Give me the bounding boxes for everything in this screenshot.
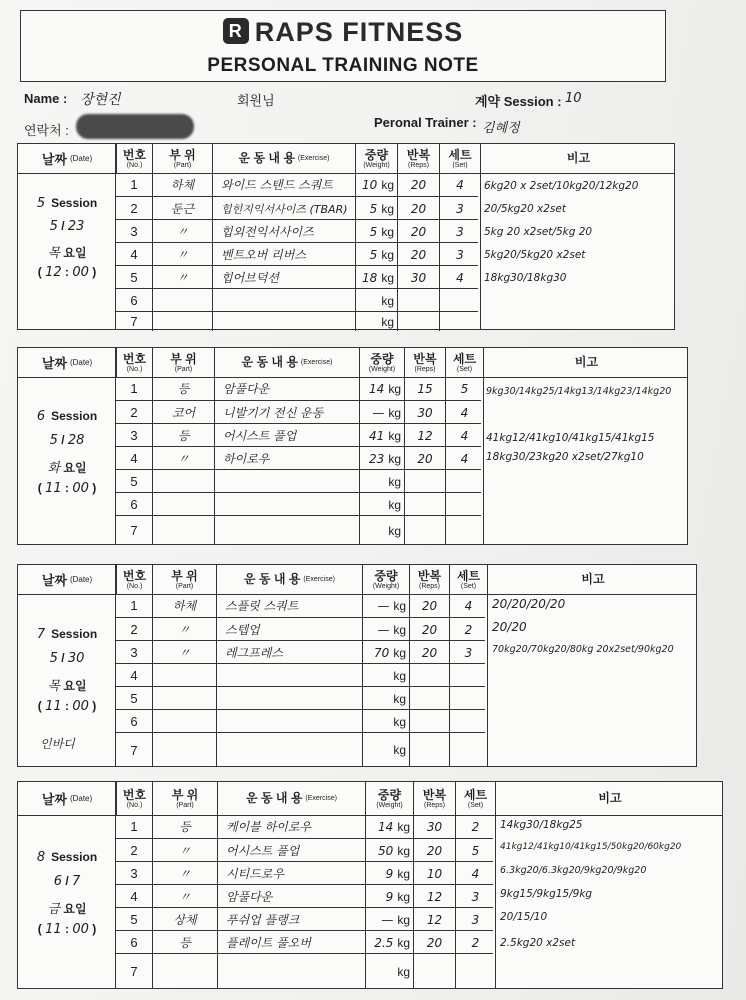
table-row: 1 하체 와이드 스탠드 스쿼트 10 kg 20 4 — [116, 173, 478, 196]
col-reps-header: 반복 (Reps) — [413, 782, 455, 816]
col-sets-header: 세트 (Set) — [445, 348, 483, 378]
table-row: 7 kg — [116, 515, 481, 544]
session-block — [17, 781, 723, 989]
col-part-header: 부 위 (Part) — [152, 348, 214, 378]
session-block — [17, 564, 697, 767]
memo-line: 6kg20 x 2set/10kg20/12kg20 — [484, 180, 639, 192]
memo-line: 70kg20/70kg20/80kg 20x2set/90kg20 — [492, 644, 674, 655]
session-weekday: 목 요일 — [47, 679, 87, 694]
session-weekday: 화 요일 — [47, 461, 87, 476]
session-number: 5 Session — [36, 196, 98, 211]
session-date: 5 / 28 — [49, 433, 85, 448]
col-weight-header: 중량 (Weight) — [359, 348, 404, 378]
col-weight-header: 중량 (Weight) — [362, 565, 409, 595]
session-number: 8 Session — [36, 850, 98, 865]
table-row: 2 둔근 힙힌지익서사이즈 (TBAR) 5 kg 20 3 — [116, 196, 478, 219]
table-row: 3 〃 시티드로우 9 kg 10 4 — [116, 861, 493, 884]
memo-line: 14kg30/18kg25 — [500, 819, 583, 831]
col-exercise-header: 운 동 내 용 (Exercise) — [214, 348, 359, 378]
col-no-header: 번호 (No.) — [116, 565, 152, 595]
table-row: 4 〃 하이로우 23 kg 20 4 — [116, 446, 481, 469]
session-time: ( 11 : 00 ) — [37, 699, 97, 714]
date-header: 날짜 (Date) — [18, 782, 116, 816]
memo-line: 9kg30/14kg25/14kg13/14kg23/14kg20 — [486, 386, 672, 397]
session-block — [17, 347, 688, 545]
member-suffix: 회원님 — [237, 93, 275, 108]
trainer-label: Peronal Trainer : — [374, 115, 477, 130]
session-note: 인바디 — [40, 737, 75, 751]
memo-line: 20/20 — [492, 620, 527, 634]
memo-line: 5kg 20 x2set/5kg 20 — [484, 226, 593, 238]
contract-label: 계약 Session : — [475, 94, 562, 109]
col-sets-header: 세트 (Set) — [455, 782, 495, 816]
col-memo-header: 비고 — [487, 565, 698, 595]
col-no-header: 번호 (No.) — [116, 144, 152, 174]
session-number: 7 Session — [36, 627, 98, 642]
table-row: 3 등 어시스트 풀업 41 kg 12 4 — [116, 423, 481, 446]
table-row: 7 kg — [116, 953, 493, 988]
trainer-value: 김혜정 — [482, 121, 520, 136]
memo-line: 18kg30/23kg20 x2set/27kg10 — [486, 451, 644, 463]
table-row: 4 〃 암풀다운 9 kg 12 3 — [116, 884, 493, 907]
session-date: 6 / 7 — [53, 874, 81, 889]
table-row: 6 kg — [116, 288, 478, 311]
col-memo-header: 비고 — [480, 144, 676, 174]
col-reps-header: 반복 (Reps) — [397, 144, 439, 174]
brand-logo — [21, 17, 665, 48]
col-no-header: 번호 (No.) — [116, 782, 152, 816]
memo-line: 9kg15/9kg15/9kg — [500, 888, 593, 900]
col-reps-header: 반복 (Reps) — [404, 348, 445, 378]
date-header: 날짜 (Date) — [18, 144, 116, 174]
col-memo-header: 비고 — [483, 348, 689, 378]
brand-name: RAPS FITNESS — [254, 17, 464, 47]
col-sets-header: 세트 (Set) — [449, 565, 487, 595]
memo-line: 5kg20/5kg20 x2set — [484, 249, 586, 261]
memo-line: 2.5kg20 x2set — [500, 937, 576, 949]
table-row: 6 kg — [116, 709, 485, 732]
memo-line: 20/15/10 — [500, 911, 548, 923]
table-row: 1 하체 스플릿 스쿼트 — kg 20 4 — [116, 594, 485, 617]
table-row: 6 등 플레이트 풀오버 2.5 kg 20 2 — [116, 930, 493, 953]
header-box — [20, 10, 666, 82]
memo-line: 41kg12/41kg10/41kg15/50kg20/60kg20 — [500, 842, 682, 852]
session-time: ( 12 : 00 ) — [37, 265, 97, 280]
col-part-header: 부 위 (Part) — [152, 144, 212, 174]
col-weight-header: 중량 (Weight) — [355, 144, 397, 174]
contact-label: 연락처 : — [24, 123, 69, 138]
session-weekday: 목 요일 — [47, 246, 87, 261]
table-row: 7 kg — [116, 732, 485, 766]
table-row: 4 〃 벤트오버 리버스 5 kg 20 3 — [116, 242, 478, 265]
table-row: 5 kg — [116, 686, 485, 709]
col-no-header: 번호 (No.) — [116, 348, 152, 378]
col-exercise-header: 운 동 내 용 (Exercise) — [212, 144, 355, 174]
session-block — [17, 143, 675, 330]
document-title: PERSONAL TRAINING NOTE — [207, 55, 479, 76]
table-row: 5 상체 푸쉬업 플랭크 — kg 12 3 — [116, 907, 493, 930]
contract-value: 10 — [565, 91, 582, 106]
table-row: 1 등 케이블 하이로우 14 kg 30 2 — [116, 815, 493, 838]
table-row: 4 kg — [116, 663, 485, 686]
col-exercise-header: 운 동 내 용 (Exercise) — [217, 782, 365, 816]
table-row: 3 〃 레그프레스 70 kg 20 3 — [116, 640, 485, 663]
session-date: 5 / 23 — [49, 219, 85, 234]
col-memo-header: 비고 — [495, 782, 724, 816]
table-row: 2 〃 스텝업 — kg 20 2 — [116, 617, 485, 640]
redacted-contact — [76, 114, 194, 139]
table-row: 6 kg — [116, 492, 481, 515]
col-reps-header: 반복 (Reps) — [409, 565, 449, 595]
date-column — [18, 144, 116, 329]
col-part-header: 부 위 (Part) — [152, 565, 216, 595]
table-row: 2 〃 어시스트 풀업 50 kg 20 5 — [116, 838, 493, 861]
col-sets-header: 세트 (Set) — [439, 144, 480, 174]
memo-line: 41kg12/41kg10/41kg15/41kg15 — [486, 432, 655, 444]
memo-line: 6.3kg20/6.3kg20/9kg20/9kg20 — [500, 865, 647, 876]
session-time: ( 11 : 00 ) — [37, 481, 97, 496]
col-exercise-header: 운 동 내 용 (Exercise) — [216, 565, 362, 595]
session-date: 5 / 30 — [49, 651, 85, 666]
memo-line: 18kg30/18kg30 — [484, 272, 567, 284]
memo-line: 20/20/20/20 — [492, 597, 566, 611]
table-row: 5 〃 힙어브덕션 18 kg 30 4 — [116, 265, 478, 288]
session-weekday: 금 요일 — [47, 902, 87, 917]
col-weight-header: 중량 (Weight) — [365, 782, 413, 816]
table-row: 2 코어 니발기기 전신 운동 — kg 30 4 — [116, 400, 481, 423]
session-time: ( 11 : 00 ) — [37, 922, 97, 937]
name-value: 장현진 — [80, 92, 121, 108]
session-number: 6 Session — [36, 409, 98, 424]
name-label: Name : — [24, 91, 68, 106]
logo-icon: R — [223, 18, 249, 44]
date-header: 날짜 (Date) — [18, 565, 116, 595]
table-row: 7 kg — [116, 311, 478, 330]
table-row: 3 〃 힙외전익서사이즈 5 kg 20 3 — [116, 219, 478, 242]
date-header: 날짜 (Date) — [18, 348, 116, 378]
memo-line: 20/5kg20 x2set — [484, 203, 566, 215]
col-part-header: 부 위 (Part) — [152, 782, 217, 816]
table-row: 5 kg — [116, 469, 481, 492]
table-row: 1 등 암풀다운 14 kg 15 5 — [116, 377, 481, 400]
